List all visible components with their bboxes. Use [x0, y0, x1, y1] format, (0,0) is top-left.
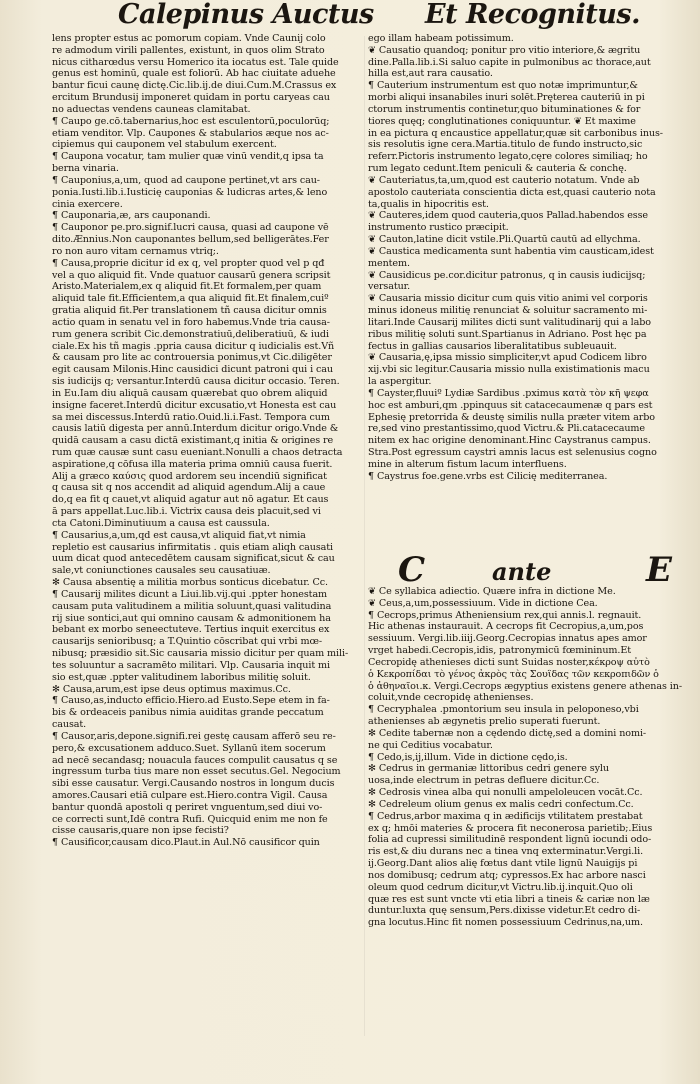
text-line: causat.	[52, 719, 87, 731]
text-line: cisse causaris,quare non ipse fecisti?	[52, 825, 229, 837]
section-word: ante	[492, 557, 552, 586]
section-initial-left: C	[398, 550, 426, 590]
text-line: amores.Causari etiā culpare est.Hiero.contra Vigil. Causa	[52, 790, 328, 801]
text-line: no aduectas vendens cauneas clamitabat.	[52, 103, 251, 115]
text-line: vrget habedi.Cecropis,idis, patronymicū fœmininum.Et	[368, 645, 631, 657]
text-line: ❦ Ce syllabica adiectio. Quære infra in dictione Me.	[368, 586, 616, 597]
text-line: oleum quod cedrum dicitur,vt Victru.lib.ij.inquit.Quo oli	[368, 881, 633, 893]
text-line: rum legato cedunt.Item peniculi & cauteria & conchę.	[368, 163, 627, 175]
text-line: referr.Pictoris instrumento legato,cęre colores similiaq; ho	[368, 151, 648, 163]
text-line: re,sed vino prestantissimo,quod Victru.& Pli.catacecaume	[368, 423, 645, 435]
text-line: nos domibusq; cedrum atq; cypressos.Ex hac arbore nasci	[368, 869, 646, 881]
text-line: cta Catoni.Diminutiuum a causa est caussula.	[52, 517, 270, 529]
text-line: la aspergitur.	[368, 376, 432, 388]
text-line: Ephesię pretorrida & deustę similis nulla præter vitem arbo	[368, 411, 655, 423]
text-line: ❦ Cauteres,idem quod cauteria,quos Pallad.habendos esse	[368, 210, 648, 222]
text-line: ¶ Causor,aris,depone.signifi.rei gestę causam afferō seu re-	[52, 730, 336, 742]
text-line: folia ad cupressi similitudinē respondent lignū iocundi odo-	[368, 834, 652, 846]
text-line: mine in alterum fistum lacum interfluens.	[368, 458, 567, 470]
text-line: ris est,& diu durans nec a tinea vnq exterminatur.Vergi.li.	[368, 846, 644, 858]
text-line: ¶ Causarij milites dicunt a Liui.lib.vij.qui .ppter honestam	[52, 588, 328, 600]
text-line: Aristo.Materialem,ex q aliquid fit.Et formalem,per quam	[52, 281, 322, 293]
text-line: re admodum virili pallentes, existunt, in quos olim Strato	[52, 44, 325, 56]
text-line: etiam venditor. Vlp. Caupones & stabularios æque nos ac-	[52, 127, 329, 139]
text-line: vel a quo aliquid fit. Vnde quatuor causarū genera scripsit	[52, 269, 331, 281]
text-line: actio quam in senatu vel in foro habemus.Vnde tria causa-	[52, 316, 330, 328]
text-line: gna locutus.Hinc fit nomen possessiuum Cedrinus,na,um.	[368, 917, 643, 929]
text-line: ctorum instrumentis continetur,quo bituminationes & for	[368, 103, 641, 115]
text-line: ❦ Caustica medicamenta sunt habentia vim causticam,idest	[368, 245, 654, 257]
text-line: ✻ Causa,arum,est ipse deus optimus maximus.Cc.	[52, 683, 291, 695]
text-line: hilla est,aut rara causatio.	[368, 68, 493, 80]
text-line: ne qui Ceditius vocabatur.	[368, 739, 493, 751]
text-line: ribus militię soluti sunt.Spartianus in Adriano. Post hęc pa	[368, 328, 647, 340]
text-line: tiores quęq; conglutinationes coniquuntur. ❦ Et maxime	[368, 115, 636, 127]
text-line: uum dicat quod antecedētem causam significat,sicut & cau	[52, 553, 335, 565]
text-line: morbi aliqui insanabiles inuri solēt.Pręterea cauteriū in pi	[368, 92, 645, 104]
text-line: ❦ Causatio quandoq; ponitur pro vitio interiore,& ægritu	[368, 44, 641, 56]
section-heading	[368, 550, 698, 590]
text-line: q causa sit q nos accendit ad aliquid agendum.Alij a caue	[52, 482, 326, 494]
text-line: ce correcti sunt,Idē contra Rufi. Quicquid enim me non fe	[52, 813, 328, 825]
text-line: Hic athenas instaurauit. A cecrops fit Cecropius,a,um,pos	[368, 621, 644, 633]
text-line: minus idoneus militię renunciat & soluitur sacramento mi-	[368, 305, 648, 317]
column-gutter	[364, 36, 365, 1036]
right-column-top	[368, 33, 698, 482]
text-line: versatur.	[368, 281, 411, 293]
text-line: aspiratione,q cōfusa illa materia prima omniū causa fuerit.	[52, 458, 333, 470]
text-line: in ea pictura q encaustice appellatur,quæ sit carbonibus inus-	[368, 127, 663, 139]
text-line: ¶ Cauponor pe.pro.signif.lucri causa, quasi ad caupone vē	[52, 222, 329, 234]
text-line: ✻ Cedreleum olium genus ex malis cedri confectum.Cc.	[368, 798, 634, 810]
text-line: bis & ordeaceis panibus nimia auiditas grande peccatum	[52, 707, 324, 719]
running-header	[0, 0, 700, 34]
header-left-title: Calepinus Auctus	[118, 0, 374, 30]
text-line: ¶ Causarius,a,um,qd est causa,vt aliquid fiat,vt nimia	[52, 529, 306, 541]
text-line: ta,qualis in hipocritis est.	[368, 198, 489, 210]
text-line: ❦ Cauton,latine dicit vstile.Pli.Quartū cautū ad ellychma.	[368, 234, 641, 246]
text-line: ¶ Caupo ge.cō.tabernarius,hoc est esculentorū,poculorūq;	[52, 115, 330, 127]
text-line: causarijs senioribusq; a T.Quintio cōscribat qui vrbi mœ-	[52, 636, 323, 648]
text-line: bantur ficui caunę dictę.Cic.lib.ij.de diui.Cum.M.Crassus ex	[52, 80, 337, 92]
text-line: sessiuum. Vergi.lib.iiij.Georg.Cecropias innatus apes amor	[368, 633, 647, 645]
text-line: ciale.Ex his tñ magis .ppria causa dicitur q iudicialis est.Vñ	[52, 340, 335, 352]
text-line: nitem ex hac origine denominant.Hinc Caystranus campus.	[368, 435, 651, 447]
text-line: ¶ Causa,proprie dicitur id ex q, vel propter quod vel p qđ	[52, 257, 325, 269]
text-line: quæ res est sunt vncte vti etia libri a tineis & cariæ non læ	[368, 893, 650, 905]
text-line: egit causam Milonis.Hinc causidici dicunt patroni qui i cau	[52, 364, 333, 376]
text-line: ¶ Cedo,is,ij,illum. Vide in dictione cędo,is.	[368, 751, 568, 763]
left-column	[52, 33, 362, 849]
text-line: ¶ Cecrops,primus Atheniensium rex,qui annis.l. regnauit.	[368, 609, 642, 621]
text-line: causis latiū digesta per annū.Interdum dicitur origo.Vnde &	[52, 423, 339, 435]
text-line: Stra.Post egressum caystri amnis lacus est selenusius cogno	[368, 446, 657, 458]
text-line: ✻ Causa absentię a militia morbus sonticus dicebatur. Cc.	[52, 577, 329, 589]
text-line: ὁ Κεκροπίδαι τὸ γένος ἀκρὸς τὰς Σουΐδας τῶν κεκροπιδῶν ὁ	[368, 668, 659, 680]
text-line: mentem.	[368, 257, 410, 269]
text-line: ❦ Causaria missio dicitur cum quis vitio animi vel corporis	[368, 293, 648, 305]
text-line: quidā causam a casu dictā existimant,q initia & origines re	[52, 435, 334, 447]
text-line: in Eu.Iam diu aliquā causam quærebat quo obrem aliquid	[52, 387, 328, 399]
text-line: uosa,inde electrum in petras defluere dicitur.Cc.	[368, 775, 600, 787]
text-line: duntur.luxta quę sensum,Pers.dixisse videtur.Et cedro di-	[368, 905, 641, 917]
text-line: tes soluuntur a sacramēto militari. Vlp. Causaria inquit mi	[52, 659, 331, 671]
text-line: fectus in gallias causarios liberalitatibus subleuauit.	[368, 340, 617, 352]
text-line: sis iudicijs q; versantur.Interdū causa dicitur occasio. Teren.	[52, 376, 340, 388]
text-line: repletio est causarius infirmitatis . quis etiam aliqh causati	[52, 541, 334, 553]
text-line: ingressum turba tius mare non esset secutus.Gel. Negocium	[52, 766, 341, 778]
text-line: aliquid tale fit.Efficientem,a qua aliquid fit.Et finalem,cuiº	[52, 293, 329, 305]
text-line: ¶ Causificor,causam dico.Plaut.in Aul.Nō causificor quin	[52, 837, 320, 849]
text-line: lens propter estus ac pomorum copiam. Vnde Caunij colo	[52, 33, 326, 44]
text-line: sale,vt coniunctiones causales seu causatiuæ.	[52, 565, 271, 577]
text-line: ¶ Cayster,fluuiº Lydiæ Sardibus .pximus κατὰ τὸν κῆ ψεφα	[368, 387, 649, 399]
text-line: sis resolutis igne cera.Martia.titulo de fundo instructo,sic	[368, 139, 643, 151]
text-line: litari.Inde Causarij milites dicti sunt valitudinarij qui a labo	[368, 316, 651, 328]
text-line: ¶ Cauponius,a,um, quod ad caupone pertinet,vt ars cau-	[52, 174, 320, 186]
text-line: rum quæ causæ sunt casu eueniant.Nonulli a chaos detracta	[52, 446, 343, 458]
text-line: xij.vbi sic legitur.Causaria missio nulla existimationis macu	[368, 364, 650, 376]
text-line: Alij a græco καύσις quod ardorem seu incendiū significat	[52, 470, 327, 482]
text-line: nibusq; præsidio sit.Sic causaria missio dicitur per quam mili-	[52, 648, 349, 660]
text-line: genus est hominū, quale est foliorū. Ab hac ciuitate aduehe	[52, 68, 336, 80]
text-line: ponia.Iusti.lib.i.Iusticię cauponias & ludicras artes,& leno	[52, 186, 328, 198]
text-line: sa mei discessus.Interdū ratio.Ouid.li.i.Fast. Tempora cum	[52, 411, 330, 423]
text-line: do,q ea fit q cauet,vt aliquid agatur aut nō agatur. Et caus	[52, 494, 329, 506]
text-line: rij siue sontici,aut qui omnino causam & admonitionem ha	[52, 612, 331, 624]
text-line: apostolo cauteriata conscientia dicta est,quasi cauterio nota	[368, 186, 656, 198]
text-line: ¶ Cecryphalea .pmontorium seu insula in peloponeso,vbi	[368, 704, 639, 716]
text-line: ¶ Cauterium instrumentum est quo notæ imprimuntur,&	[368, 80, 638, 92]
text-line: ¶ Caystrus foe.gene.vrbs est Cilicię mediterranea.	[368, 470, 608, 482]
text-line: ¶ Cedrus,arbor maxima q in ædificijs vtilitatem prestabat	[368, 810, 643, 822]
text-line: rum genera scribit Cic.demonstratiuū,deliberatiuū, & iudi	[52, 328, 329, 340]
text-line: & causam pro lite ac controuersia ponimus,vt Cic.diligēter	[52, 352, 332, 364]
right-column-bottom	[368, 586, 698, 929]
text-line: ✻ Cedrus in germaniæ littoribus cedri genere sylu	[368, 763, 609, 775]
text-line: instrumento rustico præcipit.	[368, 222, 509, 234]
text-line: coluit,vnde cecropidę athenienses.	[368, 692, 534, 704]
text-line: hoc est amburi,qm .ppinquus sit catacecaumenæ q pars est	[368, 399, 653, 411]
text-line: ij.Georg.Dant alios alię fœtus dant vtile lignū Nauigijs pi	[368, 858, 638, 870]
text-line: ✻ Cedite tabernæ non a cędendo dictę,sed a domini nomi-	[368, 727, 647, 739]
text-line: ὁ ἀθηναῖοι.κ. Vergi.Cecrops ægyptius existens genere athenas in-	[368, 680, 682, 692]
text-line: cipiemus qui cauponem vel stabulum exercent.	[52, 139, 277, 151]
text-line: insigne faceret.Interdū dicitur excusatio,vt Honesta est cau	[52, 399, 337, 411]
text-line: causam puta valitudinem a militia soluunt,quasi valitudina	[52, 600, 332, 612]
text-line: ā pars appellat.Luc.lib.i. Victrix causa deis placuit,sed vi	[52, 506, 321, 518]
text-line: ❦ Cauteriatus,ta,um,quod est cauterio notatum. Vnde ab	[368, 174, 640, 186]
text-line: ad necē secandasq; nouacula fauces compulit causatus q se	[52, 754, 338, 766]
text-line: ❦ Ceus,a,um,possessiuum. Vide in dictione Cea.	[368, 597, 598, 609]
text-line: Cecropidę athenieses dicti sunt Suidas noster,κέκροψ αὐτὸ	[368, 656, 650, 668]
text-line: ego illam habeam potissimum.	[368, 33, 514, 44]
text-line: nicus citharœdus versu Homerico ita iocatus est. Tale quide	[52, 56, 339, 68]
text-line: ❦ Causidicus pe.cor.dicitur patronus, q in causis iudicijsq;	[368, 269, 646, 281]
text-line: bantur quondā apostoli q periret vnguentum,sed diui vo-	[52, 801, 323, 813]
text-line: athenienses ab ægynetis prelio superati fuerunt.	[368, 716, 601, 728]
text-line: ¶ Cauponaria,æ, ars cauponandi.	[52, 210, 211, 222]
text-line: sibi esse causatur. Vergi.Causando nostros in longum ducis	[52, 778, 335, 790]
text-line: ex q; hmōi materies & procera fit neconerosa parietib;.Eius	[368, 822, 653, 834]
text-line: bebant ex morbo seneectuteve. Tertius inquit exercitus ex	[52, 624, 330, 636]
text-line: ro non auro vitam cernamus vtriq;.	[52, 245, 219, 257]
header-right-title: Et Recognitus.	[425, 0, 640, 30]
text-line: ¶ Causo,as,inducto efficio.Hiero.ad Eusto.Sepe etem in fa-	[52, 695, 330, 707]
text-line: pero,& excusationem adduco.Suet. Syllanū item socerum	[52, 742, 326, 754]
text-line: ¶ Caupona vocatur, tam mulier quæ vinū vendit,q ipsa ta	[52, 151, 324, 163]
text-line: ercitum Brundusij imponeret quidam in portu caryeas cau	[52, 92, 330, 104]
text-line: gratia aliquid fit.Per translationem tñ causa dicitur omnis	[52, 305, 327, 317]
text-line: cinia exercere.	[52, 198, 123, 210]
section-initial-right: E	[646, 550, 672, 590]
text-line: ❦ Causaria,ę,ipsa missio simpliciter,vt apud Codicem libro	[368, 352, 647, 364]
text-line: dito.Ænnius.Non cauponantes bellum,sed belligerātes.Fer	[52, 234, 329, 246]
text-line: sio est,quæ .ppter valitudinem laboribus militię soluit.	[52, 671, 311, 683]
text-line: ✻ Cedrosis vinea alba qui nonulli ampeloleucen vocāt.Cc.	[368, 787, 643, 799]
text-line: berna vinaria.	[52, 163, 119, 175]
text-line: dine.Palla.lib.i.Si saluo capite in pulmonibus ac thorace,aut	[368, 56, 651, 68]
